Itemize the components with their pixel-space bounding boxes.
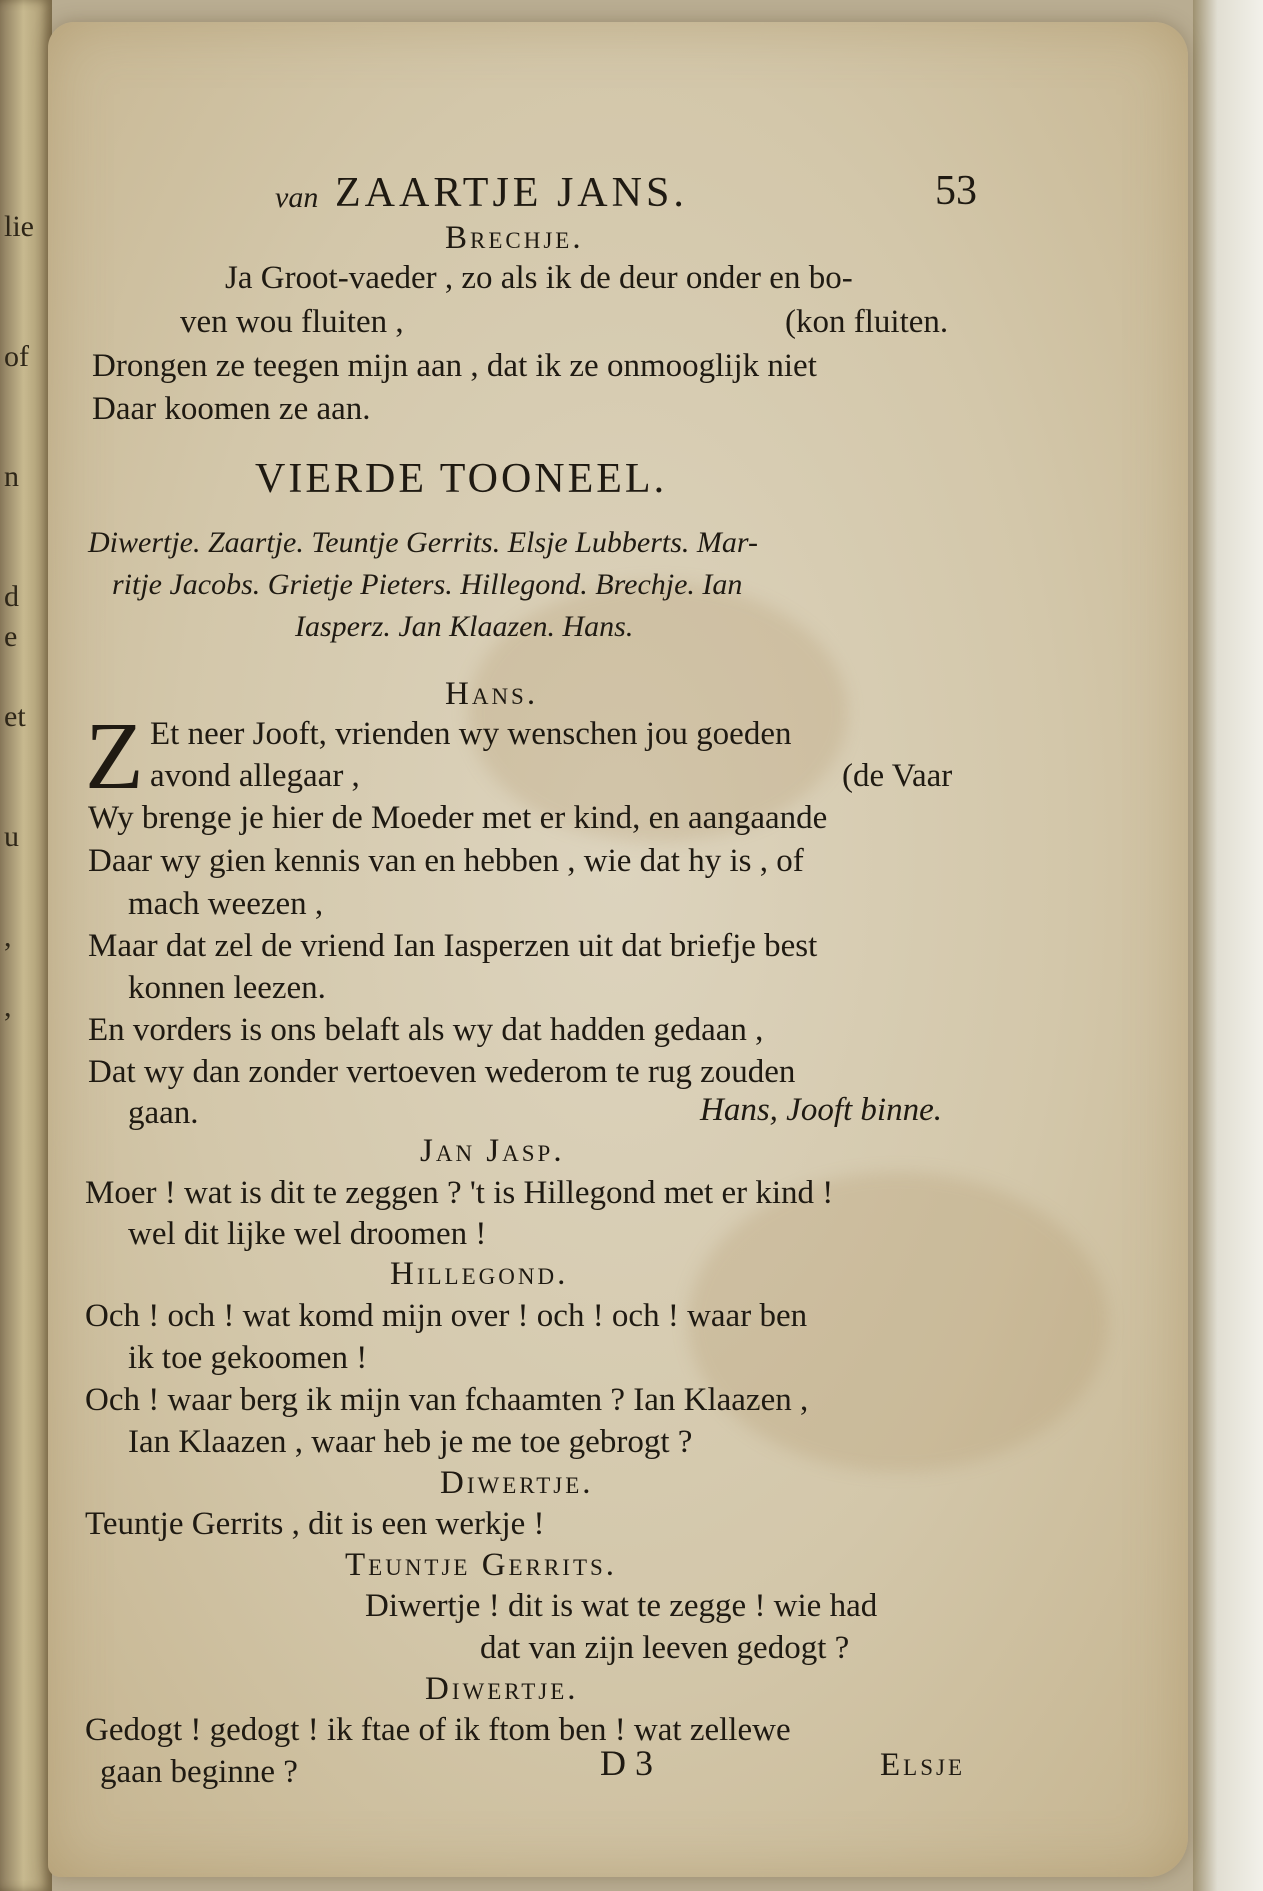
text-line: Gedogt ! gedogt ! ik ftae of ik ftom ben ! wat zellewe (85, 1712, 791, 1748)
text-line: Daar wy gien kennis van en hebben , wie dat hy is , of (88, 843, 804, 879)
text-line: mach weezen , (128, 886, 324, 922)
text-line: dat van zijn leeven gedogt ? (480, 1630, 850, 1666)
text-line: Dat wy dan zonder vertoeven wederom te rug zouden (88, 1054, 796, 1090)
drop-capital: Z (85, 702, 144, 809)
speaker-name: Hillegond. (390, 1256, 569, 1292)
text-line: Daar koomen ze aan. (92, 391, 371, 427)
book-edge-right (1193, 0, 1263, 1891)
catchword: Elsje (880, 1747, 965, 1783)
speaker-name: Jan Jasp. (420, 1133, 565, 1169)
text-line: Drongen ze teegen mijn aan , dat ik ze onmooglijk niet (92, 348, 817, 384)
text-line: Och ! och ! wat komd mijn over ! och ! och ! waar ben (85, 1298, 808, 1334)
text-line: Wy brenge je hier de Moeder met er kind, en aangaande (88, 800, 828, 836)
text-line: Moer ! wat is dit te zeggen ? 't is Hillegond met er kind ! (85, 1175, 834, 1211)
margin-fragment: of (4, 340, 29, 373)
previous-page-text-fragments (4, 0, 44, 1891)
text-line: Och ! waar berg ik mijn van fchaamten ? Ian Klaazen , (85, 1382, 809, 1418)
cast-list-line: ritje Jacobs. Grietje Pieters. Hillegond. Brechje. Ian (112, 568, 743, 601)
running-title: ZAARTJE JANS. (335, 170, 688, 216)
speaker-name: Teuntje Gerrits. (345, 1547, 618, 1583)
text-line: (kon fluiten. (785, 304, 949, 340)
margin-fragment: , (4, 990, 12, 1023)
margin-fragment: et (4, 700, 26, 733)
text-line: avond allegaar , (150, 758, 360, 794)
text-line: Diwertje ! dit is wat te zegge ! wie had (365, 1588, 878, 1624)
margin-fragment: d (4, 580, 19, 613)
text-line: Ian Klaazen , waar heb je me toe gebrogt ? (128, 1424, 693, 1460)
text-line: Ja Groot-vaeder , zo als ik de deur onder en bo- (225, 260, 853, 296)
text-line: gaan beginne ? (100, 1754, 298, 1790)
text-line: (de Vaar (842, 758, 953, 794)
running-title-prefix: van (275, 181, 319, 214)
margin-fragment: , (4, 920, 12, 953)
text-line: wel dit lijke wel droomen ! (128, 1216, 487, 1252)
text-line: Teuntje Gerrits , dit is een werkje ! (85, 1506, 545, 1542)
cast-list-line: Diwertje. Zaartje. Teuntje Gerrits. Elsje Lubberts. Mar- (88, 526, 758, 559)
text-line: Maar dat zel de vriend Ian Iasperzen uit dat briefje best (88, 928, 818, 964)
speaker-name: Diwertje. (440, 1465, 594, 1501)
scene-title: VIERDE TOONEEL. (255, 456, 668, 502)
text-line: En vorders is ons belaft als wy dat hadden gedaan , (88, 1012, 764, 1048)
speaker-name: Diwertje. (425, 1671, 579, 1707)
speaker-name: Hans. (445, 676, 539, 712)
speaker-name: Brechje. (445, 220, 584, 256)
margin-fragment: lie (4, 210, 34, 243)
text-line: gaan. (128, 1095, 199, 1131)
margin-fragment: u (4, 820, 19, 853)
text-line: Et neer Jooft, vrienden wy wenschen jou goeden (150, 716, 792, 752)
margin-fragment: e (4, 620, 18, 653)
text-line: ik toe gekoomen ! (128, 1340, 368, 1376)
cast-list-line: Iasperz. Jan Klaazen. Hans. (295, 610, 634, 643)
text-line: ven wou fluiten , (180, 304, 404, 340)
previous-page-edge (0, 0, 52, 1891)
signature-mark: D 3 (600, 1743, 653, 1783)
page-number: 53 (935, 168, 977, 214)
margin-fragment: n (4, 460, 19, 493)
text-line: konnen leezen. (128, 970, 326, 1006)
stage-direction: Hans, Jooft binne. (700, 1092, 942, 1128)
